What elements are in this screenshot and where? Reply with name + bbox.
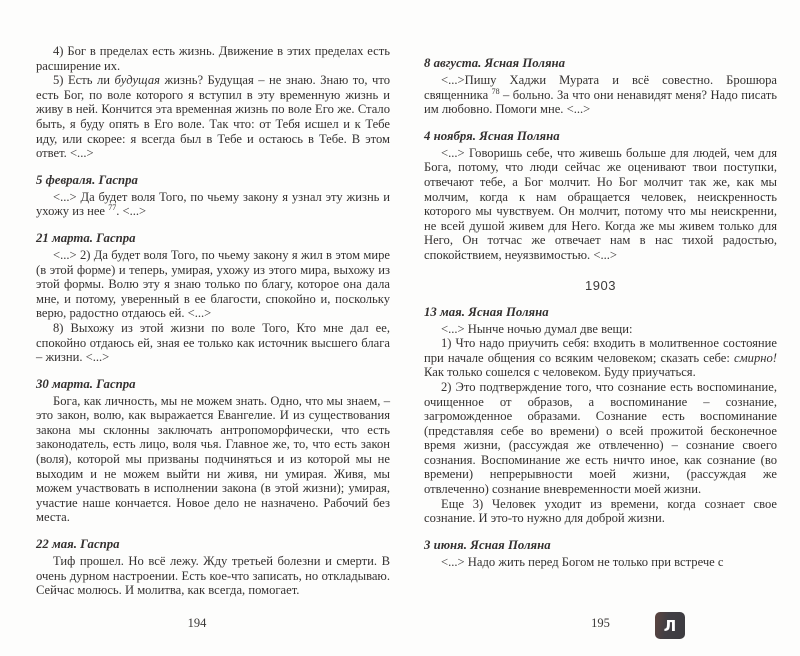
page-number-left: 194: [187, 616, 207, 630]
entry-date-heading: 22 мая. Гаспра: [36, 537, 120, 552]
text-run: <...> Да будет воля Того, по чьему закону я узнал эту жизнь и ухожу из нее: [36, 189, 390, 219]
entry-paragraph: [36, 44, 390, 73]
text-run: <...>Пишу Хаджи Мурата и всё совестно. Брошюра священника: [424, 73, 777, 102]
entry-date-heading: 4 ноября. Ясная Поляна: [424, 128, 560, 143]
text-run: Тиф прошел. Но всё лежу. Жду третьей болезни и смерти. В очень дурном настроении. Есть кое-что записать, но откладываю. Сейчас молюсь. И молитва, как всегда, помогает.: [36, 554, 390, 598]
labirint-logo-letter: Л: [663, 616, 677, 635]
entry-paragraph: [36, 394, 390, 525]
text-run: <...> 2) Да будет воля Того, по чьему закону я жил в этом мире (в этой форме) и теперь, умирая, ухожу из этого мира, выхожу из этой формы. Волю эту я знаю только по благу, которое она дала мне, и потому, уверенный в ее благости, спокойно и, поскольку верю, радостно отдаюсь ей. <...>: [36, 247, 390, 321]
entry-paragraph: [424, 380, 777, 497]
text-run: Бога, как личность, мы не можем знать. Одно, что мы знаем, – это закон, волю, как выражается Евангелие. И из существования закона мы склонны заключать антропоморфически, что есть законодатель, есть лицо, воля чья. Главное же, то, что есть закон (воля), которой мы призваны подчиняться и из которой мы не выходим и не можем выйти ни живя, ни умирая. Живя, мы можем участвовать в исполнении закона (в этой жизни); умирая, участие наше кончается. Новое дело не назначено. Рабочий без места.: [36, 393, 390, 525]
year-heading: 1903: [585, 277, 616, 293]
entry-date-heading: 13 мая. Ясная Поляна: [424, 304, 549, 319]
labirint-watermark-logo: [655, 612, 685, 639]
entry-paragraph: [424, 497, 777, 526]
text-run: <...> Надо жить перед Богом не только при встрече с: [441, 554, 724, 569]
entry-paragraph: [424, 322, 777, 337]
entry-date-heading: 30 марта. Гаспра: [36, 376, 136, 391]
entry-date-heading: 3 июня. Ясная Поляна: [424, 537, 551, 552]
book-page-right: [424, 44, 777, 569]
emphasized-text: будущая: [114, 73, 161, 88]
text-run: 8) Выхожу из этой жизни по воле Того, Кто мне дал ее, спокойно отдаюсь ей, зная ее только как источник высшего блага – жизни. <...>: [36, 320, 390, 365]
entry-date-heading: 21 марта. Гаспра: [36, 230, 136, 245]
text-run: <...> Нынче ночью думал две вещи:: [441, 321, 633, 336]
emphasized-text: смирно!: [734, 350, 777, 365]
text-run: <...> Говоришь себе, что живешь больше для людей, чем для Бога, потому, что люди сейчас же оценивают твои поступки, отвечают тебе, а Бог молчит. Но Бог молчит так же, как мы молчим, когда к нам обращается человек, неискренность которого мы чувствуем. Он молчит, потому что мы неискренни, не всей душой живем для Него. Когда же мы живем только для Него, Он тотчас же отвечает нам в нас тихой радостью, спокойствием, неуязвимостью. <...>: [424, 145, 777, 262]
footnote-reference: 78: [491, 86, 500, 96]
entry-paragraph: [36, 73, 390, 161]
text-run: 1) Что надо приучить себя: входить в молитвенное состояние при начале общения со всяким человеком; сказать себе:: [424, 336, 777, 365]
entry-date-heading: 8 августа. Ясная Поляна: [424, 56, 566, 70]
footnote-reference: 77: [108, 203, 117, 213]
entry-paragraph: [36, 554, 390, 598]
text-run: 5) Есть ли: [53, 73, 115, 88]
page-number-right: 195: [591, 616, 610, 630]
text-run: 2) Это подтверждение того, что сознание есть воспоминание, очищенное от образов, а воспоминание – сознание, загроможденное образами. Сознание есть воспоминание (представляя себе во времени) о всей прожитой бесконечное время жизни, (рассуждая же отвлеченно) – сознание своего сознания. Воспоминание же есть ничто иное, как сознание (во времени) непрерывности моей жизни, (рассуждая же отвлеченно) сознание вневременности моей жизни.: [424, 379, 777, 497]
text-run: . <...>: [116, 204, 147, 219]
entry-paragraph: [36, 190, 390, 219]
entry-paragraph: [424, 336, 777, 380]
entry-date-heading: 5 февраля. Гаспра: [36, 172, 138, 187]
book-page-left: [36, 44, 390, 598]
entry-paragraph: [424, 73, 777, 117]
entry-paragraph: [424, 146, 777, 263]
text-run: 4) Бог в пределах есть жизнь. Движение в этих пределах есть расширение их.: [36, 44, 390, 73]
entry-paragraph: [36, 248, 390, 321]
text-run: жизнь? Будущая – не знаю. Знаю то, что есть Бог, по воле которого я вступил в эту временную жизнь и живу в ней. Кончится эта временная жизнь по воле Его же. Стало быть, я буду опять в Его воле. Так что: от Тебя исшел и к Тебе иду, или скорее: я всегда был в Тебе и остаюсь в Тебе. В этом ответ. <...>: [36, 73, 390, 161]
entry-paragraph: [424, 555, 777, 570]
entry-paragraph: [36, 321, 390, 365]
text-run: Еще 3) Человек уходит из времени, когда сознает свое сознание. И это-то нужно для доброй жизни.: [424, 496, 777, 526]
text-run: – больно. За что они ненавидят меня? Надо писать им любовно. Помоги мне. <...>: [424, 87, 777, 117]
text-run: Как только сошелся с человеком. Буду приучаться.: [424, 365, 696, 380]
